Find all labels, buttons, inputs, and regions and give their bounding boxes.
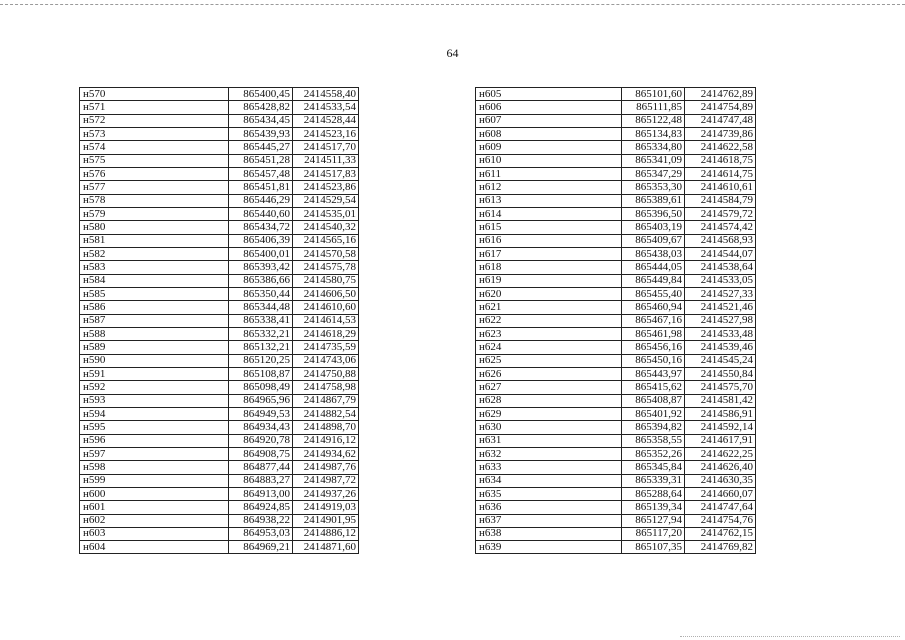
x-coordinate-cell: 865406,39 — [229, 234, 293, 247]
table-row — [80, 434, 359, 447]
table-row — [80, 314, 359, 327]
x-coordinate-cell: 864969,21 — [229, 541, 293, 554]
point-id-cell: н607 — [476, 114, 622, 127]
point-id-cell: н590 — [80, 354, 229, 367]
point-id-cell: н596 — [80, 434, 229, 447]
y-coordinate-cell: 2414622,25 — [685, 447, 756, 460]
point-id-cell: н628 — [476, 394, 622, 407]
y-coordinate-cell: 2414523,86 — [293, 181, 359, 194]
x-coordinate-cell: 865101,60 — [622, 88, 685, 101]
y-coordinate-cell: 2414568,93 — [685, 234, 756, 247]
table-row — [476, 207, 756, 220]
scan-top-edge-line — [0, 4, 905, 5]
table-row — [80, 394, 359, 407]
table-row — [80, 341, 359, 354]
y-coordinate-cell: 2414610,61 — [685, 181, 756, 194]
y-coordinate-cell: 2414540,32 — [293, 221, 359, 234]
x-coordinate-cell: 865440,60 — [229, 207, 293, 220]
table-row — [80, 501, 359, 514]
table-row — [80, 234, 359, 247]
table-row — [476, 287, 756, 300]
table-row — [476, 394, 756, 407]
table-row — [476, 407, 756, 420]
x-coordinate-cell: 865434,45 — [229, 114, 293, 127]
y-coordinate-cell: 2414660,07 — [685, 487, 756, 500]
y-coordinate-cell: 2414586,91 — [685, 407, 756, 420]
point-id-cell: н632 — [476, 447, 622, 460]
point-id-cell: н601 — [80, 501, 229, 514]
y-coordinate-cell: 2414580,75 — [293, 274, 359, 287]
table-row — [80, 421, 359, 434]
y-coordinate-cell: 2414523,16 — [293, 127, 359, 140]
point-id-cell: н619 — [476, 274, 622, 287]
x-coordinate-cell: 865438,03 — [622, 247, 685, 260]
point-id-cell: н577 — [80, 181, 229, 194]
point-id-cell: н604 — [80, 541, 229, 554]
x-coordinate-cell: 865400,45 — [229, 88, 293, 101]
x-coordinate-cell: 865434,72 — [229, 221, 293, 234]
table-row — [476, 274, 756, 287]
y-coordinate-cell: 2414754,76 — [685, 514, 756, 527]
x-coordinate-cell: 865455,40 — [622, 287, 685, 300]
y-coordinate-cell: 2414901,95 — [293, 514, 359, 527]
table-row — [476, 474, 756, 487]
table-row — [80, 487, 359, 500]
table-row — [476, 461, 756, 474]
x-coordinate-cell: 865389,61 — [622, 194, 685, 207]
table-row — [476, 314, 756, 327]
point-id-cell: н591 — [80, 367, 229, 380]
y-coordinate-cell: 2414747,48 — [685, 114, 756, 127]
y-coordinate-cell: 2414886,12 — [293, 527, 359, 540]
y-coordinate-cell: 2414735,59 — [293, 341, 359, 354]
x-coordinate-cell: 865288,64 — [622, 487, 685, 500]
point-id-cell: н593 — [80, 394, 229, 407]
table-row — [476, 127, 756, 140]
point-id-cell: н627 — [476, 381, 622, 394]
x-coordinate-cell: 865415,62 — [622, 381, 685, 394]
point-id-cell: н571 — [80, 101, 229, 114]
y-coordinate-cell: 2414533,48 — [685, 327, 756, 340]
x-coordinate-cell: 865117,20 — [622, 527, 685, 540]
table-row — [476, 327, 756, 340]
point-id-cell: н584 — [80, 274, 229, 287]
x-coordinate-cell: 865444,05 — [622, 261, 685, 274]
table-row — [476, 541, 756, 554]
y-coordinate-cell: 2414743,06 — [293, 354, 359, 367]
table-row — [476, 221, 756, 234]
x-coordinate-cell: 865108,87 — [229, 367, 293, 380]
table-row — [80, 461, 359, 474]
point-id-cell: н592 — [80, 381, 229, 394]
x-coordinate-cell: 865451,28 — [229, 154, 293, 167]
point-id-cell: н622 — [476, 314, 622, 327]
y-coordinate-cell: 2414867,79 — [293, 394, 359, 407]
table-row — [80, 127, 359, 140]
point-id-cell: н598 — [80, 461, 229, 474]
point-id-cell: н594 — [80, 407, 229, 420]
x-coordinate-cell: 865358,55 — [622, 434, 685, 447]
y-coordinate-cell: 2414750,88 — [293, 367, 359, 380]
y-coordinate-cell: 2414871,60 — [293, 541, 359, 554]
point-id-cell: н621 — [476, 301, 622, 314]
table-row — [80, 221, 359, 234]
table-row — [476, 527, 756, 540]
table-row — [476, 447, 756, 460]
table-row — [80, 101, 359, 114]
y-coordinate-cell: 2414919,03 — [293, 501, 359, 514]
x-coordinate-cell: 864877,44 — [229, 461, 293, 474]
page-number: 64 — [446, 46, 459, 60]
x-coordinate-cell: 865120,25 — [229, 354, 293, 367]
x-coordinate-cell: 865394,82 — [622, 421, 685, 434]
table-row — [80, 154, 359, 167]
y-coordinate-cell: 2414511,33 — [293, 154, 359, 167]
y-coordinate-cell: 2414533,05 — [685, 274, 756, 287]
coordinates-table-right — [475, 87, 756, 554]
table-row — [476, 88, 756, 101]
point-id-cell: н634 — [476, 474, 622, 487]
table-row — [476, 167, 756, 180]
point-id-cell: н575 — [80, 154, 229, 167]
x-coordinate-cell: 865344,48 — [229, 301, 293, 314]
point-id-cell: н588 — [80, 327, 229, 340]
table-row — [476, 181, 756, 194]
x-coordinate-cell: 864965,96 — [229, 394, 293, 407]
x-coordinate-cell: 865347,29 — [622, 167, 685, 180]
y-coordinate-cell: 2414916,12 — [293, 434, 359, 447]
x-coordinate-cell: 865460,94 — [622, 301, 685, 314]
x-coordinate-cell: 865393,42 — [229, 261, 293, 274]
y-coordinate-cell: 2414539,46 — [685, 341, 756, 354]
y-coordinate-cell: 2414544,07 — [685, 247, 756, 260]
x-coordinate-cell: 865139,34 — [622, 501, 685, 514]
point-id-cell: н610 — [476, 154, 622, 167]
table-row — [476, 154, 756, 167]
point-id-cell: н583 — [80, 261, 229, 274]
x-coordinate-cell: 865350,44 — [229, 287, 293, 300]
x-coordinate-cell: 865353,30 — [622, 181, 685, 194]
table-row — [476, 234, 756, 247]
y-coordinate-cell: 2414987,72 — [293, 474, 359, 487]
point-id-cell: н625 — [476, 354, 622, 367]
x-coordinate-cell: 865334,80 — [622, 141, 685, 154]
y-coordinate-cell: 2414575,70 — [685, 381, 756, 394]
point-id-cell: н615 — [476, 221, 622, 234]
y-coordinate-cell: 2414769,82 — [685, 541, 756, 554]
y-coordinate-cell: 2414630,35 — [685, 474, 756, 487]
x-coordinate-cell: 865396,50 — [622, 207, 685, 220]
table-row — [80, 527, 359, 540]
point-id-cell: н631 — [476, 434, 622, 447]
x-coordinate-cell: 864883,27 — [229, 474, 293, 487]
y-coordinate-cell: 2414565,16 — [293, 234, 359, 247]
y-coordinate-cell: 2414592,14 — [685, 421, 756, 434]
x-coordinate-cell: 865439,93 — [229, 127, 293, 140]
x-coordinate-cell: 864924,85 — [229, 501, 293, 514]
table-row — [476, 434, 756, 447]
point-id-cell: н602 — [80, 514, 229, 527]
y-coordinate-cell: 2414614,53 — [293, 314, 359, 327]
x-coordinate-cell: 865107,35 — [622, 541, 685, 554]
table-row — [80, 88, 359, 101]
table-row — [80, 514, 359, 527]
y-coordinate-cell: 2414527,98 — [685, 314, 756, 327]
y-coordinate-cell: 2414517,83 — [293, 167, 359, 180]
y-coordinate-cell: 2414579,72 — [685, 207, 756, 220]
point-id-cell: н606 — [476, 101, 622, 114]
table-row — [80, 141, 359, 154]
y-coordinate-cell: 2414575,78 — [293, 261, 359, 274]
point-id-cell: н633 — [476, 461, 622, 474]
table-row — [476, 514, 756, 527]
x-coordinate-cell: 865127,94 — [622, 514, 685, 527]
y-coordinate-cell: 2414882,54 — [293, 407, 359, 420]
x-coordinate-cell: 865457,48 — [229, 167, 293, 180]
table-row — [80, 261, 359, 274]
table-row — [476, 487, 756, 500]
table-row — [80, 381, 359, 394]
y-coordinate-cell: 2414545,24 — [685, 354, 756, 367]
point-id-cell: н629 — [476, 407, 622, 420]
y-coordinate-cell: 2414898,70 — [293, 421, 359, 434]
table-row — [476, 421, 756, 434]
table-row — [80, 207, 359, 220]
x-coordinate-cell: 865446,29 — [229, 194, 293, 207]
coordinates-table-right-body — [476, 88, 756, 554]
y-coordinate-cell: 2414762,89 — [685, 88, 756, 101]
y-coordinate-cell: 2414517,70 — [293, 141, 359, 154]
point-id-cell: н599 — [80, 474, 229, 487]
x-coordinate-cell: 865352,26 — [622, 447, 685, 460]
point-id-cell: н620 — [476, 287, 622, 300]
y-coordinate-cell: 2414618,29 — [293, 327, 359, 340]
x-coordinate-cell: 864938,22 — [229, 514, 293, 527]
point-id-cell: н581 — [80, 234, 229, 247]
point-id-cell: н611 — [476, 167, 622, 180]
x-coordinate-cell: 865443,97 — [622, 367, 685, 380]
x-coordinate-cell: 865403,19 — [622, 221, 685, 234]
y-coordinate-cell: 2414533,54 — [293, 101, 359, 114]
point-id-cell: н570 — [80, 88, 229, 101]
table-row — [80, 367, 359, 380]
point-id-cell: н624 — [476, 341, 622, 354]
y-coordinate-cell: 2414610,60 — [293, 301, 359, 314]
table-row — [80, 301, 359, 314]
point-id-cell: н580 — [80, 221, 229, 234]
y-coordinate-cell: 2414987,76 — [293, 461, 359, 474]
x-coordinate-cell: 865338,41 — [229, 314, 293, 327]
point-id-cell: н639 — [476, 541, 622, 554]
point-id-cell: н638 — [476, 527, 622, 540]
y-coordinate-cell: 2414937,26 — [293, 487, 359, 500]
point-id-cell: н585 — [80, 287, 229, 300]
y-coordinate-cell: 2414584,79 — [685, 194, 756, 207]
x-coordinate-cell: 865132,21 — [229, 341, 293, 354]
y-coordinate-cell: 2414934,62 — [293, 447, 359, 460]
point-id-cell: н617 — [476, 247, 622, 260]
table-row — [80, 407, 359, 420]
y-coordinate-cell: 2414528,44 — [293, 114, 359, 127]
x-coordinate-cell: 865122,48 — [622, 114, 685, 127]
point-id-cell: н612 — [476, 181, 622, 194]
x-coordinate-cell: 865450,16 — [622, 354, 685, 367]
y-coordinate-cell: 2414606,50 — [293, 287, 359, 300]
point-id-cell: н576 — [80, 167, 229, 180]
point-id-cell: н616 — [476, 234, 622, 247]
table-row — [80, 474, 359, 487]
point-id-cell: н589 — [80, 341, 229, 354]
x-coordinate-cell: 865428,82 — [229, 101, 293, 114]
point-id-cell: н578 — [80, 194, 229, 207]
table-row — [80, 247, 359, 260]
point-id-cell: н572 — [80, 114, 229, 127]
point-id-cell: н605 — [476, 88, 622, 101]
table-row — [80, 194, 359, 207]
table-row — [476, 301, 756, 314]
table-row — [476, 114, 756, 127]
x-coordinate-cell: 865456,16 — [622, 341, 685, 354]
table-row — [476, 501, 756, 514]
x-coordinate-cell: 865111,85 — [622, 101, 685, 114]
scan-bottom-edge-line — [680, 636, 900, 637]
point-id-cell: н637 — [476, 514, 622, 527]
table-row — [476, 141, 756, 154]
y-coordinate-cell: 2414747,64 — [685, 501, 756, 514]
point-id-cell: н579 — [80, 207, 229, 220]
x-coordinate-cell: 865339,31 — [622, 474, 685, 487]
y-coordinate-cell: 2414558,40 — [293, 88, 359, 101]
point-id-cell: н608 — [476, 127, 622, 140]
y-coordinate-cell: 2414622,58 — [685, 141, 756, 154]
point-id-cell: н587 — [80, 314, 229, 327]
y-coordinate-cell: 2414521,46 — [685, 301, 756, 314]
x-coordinate-cell: 865341,09 — [622, 154, 685, 167]
point-id-cell: н623 — [476, 327, 622, 340]
table-row — [80, 167, 359, 180]
x-coordinate-cell: 864908,75 — [229, 447, 293, 460]
x-coordinate-cell: 865445,27 — [229, 141, 293, 154]
y-coordinate-cell: 2414538,64 — [685, 261, 756, 274]
point-id-cell: н586 — [80, 301, 229, 314]
table-row — [476, 247, 756, 260]
table-row — [476, 341, 756, 354]
y-coordinate-cell: 2414527,33 — [685, 287, 756, 300]
x-coordinate-cell: 865461,98 — [622, 327, 685, 340]
y-coordinate-cell: 2414762,15 — [685, 527, 756, 540]
y-coordinate-cell: 2414618,75 — [685, 154, 756, 167]
table-row — [80, 447, 359, 460]
y-coordinate-cell: 2414574,42 — [685, 221, 756, 234]
y-coordinate-cell: 2414626,40 — [685, 461, 756, 474]
table-row — [80, 541, 359, 554]
point-id-cell: н614 — [476, 207, 622, 220]
point-id-cell: н582 — [80, 247, 229, 260]
point-id-cell: н597 — [80, 447, 229, 460]
point-id-cell: н618 — [476, 261, 622, 274]
x-coordinate-cell: 865345,84 — [622, 461, 685, 474]
table-row — [476, 354, 756, 367]
x-coordinate-cell: 865451,81 — [229, 181, 293, 194]
table-row — [80, 287, 359, 300]
x-coordinate-cell: 865400,01 — [229, 247, 293, 260]
table-row — [476, 101, 756, 114]
table-row — [80, 181, 359, 194]
point-id-cell: н636 — [476, 501, 622, 514]
x-coordinate-cell: 864953,03 — [229, 527, 293, 540]
point-id-cell: н574 — [80, 141, 229, 154]
x-coordinate-cell: 865408,87 — [622, 394, 685, 407]
x-coordinate-cell: 865467,16 — [622, 314, 685, 327]
x-coordinate-cell: 864949,53 — [229, 407, 293, 420]
point-id-cell: н595 — [80, 421, 229, 434]
point-id-cell: н573 — [80, 127, 229, 140]
y-coordinate-cell: 2414570,58 — [293, 247, 359, 260]
coordinates-table-left-body — [80, 88, 359, 554]
point-id-cell: н613 — [476, 194, 622, 207]
x-coordinate-cell: 865134,83 — [622, 127, 685, 140]
table-row — [476, 261, 756, 274]
table-row — [476, 367, 756, 380]
point-id-cell: н630 — [476, 421, 622, 434]
y-coordinate-cell: 2414529,54 — [293, 194, 359, 207]
coordinates-table-left — [79, 87, 359, 554]
table-row — [476, 194, 756, 207]
point-id-cell: н635 — [476, 487, 622, 500]
table-row — [80, 327, 359, 340]
y-coordinate-cell: 2414617,91 — [685, 434, 756, 447]
y-coordinate-cell: 2414739,86 — [685, 127, 756, 140]
x-coordinate-cell: 865409,67 — [622, 234, 685, 247]
x-coordinate-cell: 865332,21 — [229, 327, 293, 340]
table-row — [80, 114, 359, 127]
x-coordinate-cell: 865098,49 — [229, 381, 293, 394]
y-coordinate-cell: 2414614,75 — [685, 167, 756, 180]
point-id-cell: н600 — [80, 487, 229, 500]
x-coordinate-cell: 864913,00 — [229, 487, 293, 500]
x-coordinate-cell: 864934,43 — [229, 421, 293, 434]
y-coordinate-cell: 2414754,89 — [685, 101, 756, 114]
table-row — [80, 354, 359, 367]
x-coordinate-cell: 865386,66 — [229, 274, 293, 287]
x-coordinate-cell: 865449,84 — [622, 274, 685, 287]
x-coordinate-cell: 865401,92 — [622, 407, 685, 420]
y-coordinate-cell: 2414550,84 — [685, 367, 756, 380]
table-row — [80, 274, 359, 287]
point-id-cell: н603 — [80, 527, 229, 540]
table-row — [476, 381, 756, 394]
y-coordinate-cell: 2414758,98 — [293, 381, 359, 394]
y-coordinate-cell: 2414581,42 — [685, 394, 756, 407]
x-coordinate-cell: 864920,78 — [229, 434, 293, 447]
y-coordinate-cell: 2414535,01 — [293, 207, 359, 220]
point-id-cell: н609 — [476, 141, 622, 154]
point-id-cell: н626 — [476, 367, 622, 380]
